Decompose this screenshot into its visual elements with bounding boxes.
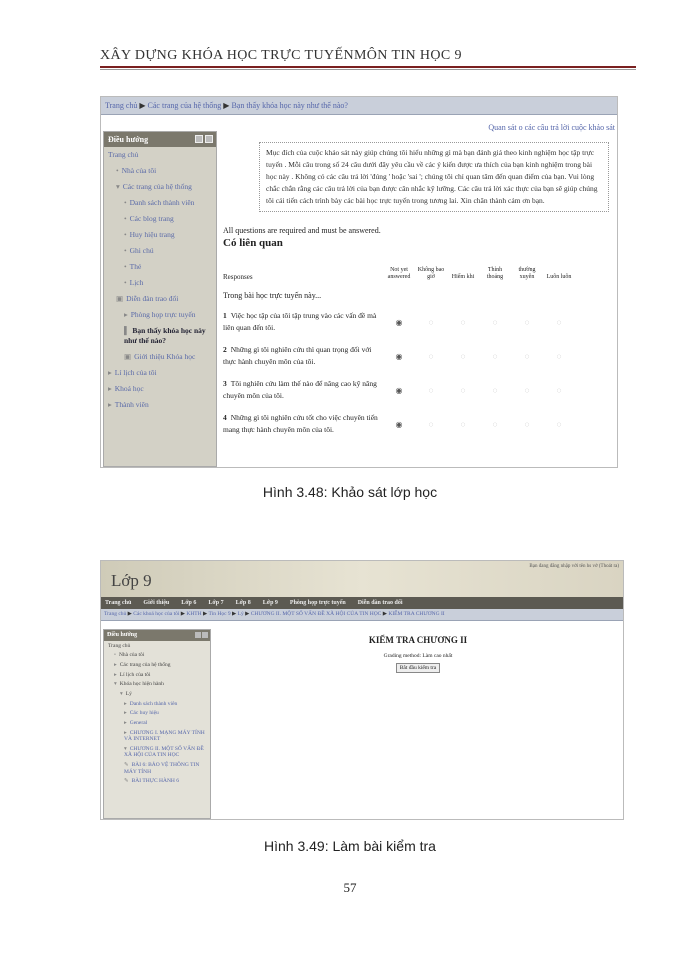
nav-item-label: CHƯƠNG I. MẠNG MÁY TÍNH VÀ INTERNET xyxy=(124,729,205,743)
column-header: Không bao giờ xyxy=(417,267,445,280)
breadcrumb-separator-icon: ▶ xyxy=(230,611,238,617)
nav-item-label: Các blog trang xyxy=(129,214,174,223)
nav-item-label: Khóa học hiện hành xyxy=(119,681,164,688)
survey-intro: Mục đích của cuộc khảo sát này giúp chúng tôi hiểu những gì mà bạn đánh giá theo kinh nghiệm học tập trực tuyến . Mỗi câu trong số 24 câu dưới đây yêu cầu về các ý kiến được ưa thích của bạn kinh nghiệm trong bài học này . Không có các câu trả lời 'đúng ' hoặc 'sai '; chúng tôi chỉ quan tâm đến quan điểm của bạn. Vui lòng chắc chắn rằng các câu trả lời của bạn được cân nhắc kỹ lưỡng. Các câu trả lời xác thực của bạn sẽ giúp chúng tôi cải tiến cách trình bày các bài học trực tuyến trong tương lai. Xin chân thành cảm ơn bạn. xyxy=(259,142,609,212)
navigation-block xyxy=(103,131,217,467)
navigation-list xyxy=(104,147,216,413)
nav-bullet-icon: ▸ xyxy=(108,368,112,377)
question-number: 3 xyxy=(223,379,227,388)
nav-bullet-icon: ▸ xyxy=(114,671,117,678)
nav-bullet-icon: • xyxy=(124,198,127,207)
nav-item-label: Khoá học xyxy=(114,384,144,393)
nav-item[interactable] xyxy=(104,651,210,661)
nav-item[interactable] xyxy=(104,365,216,381)
nav-item-label: BÀI THỰC HÀNH 6 xyxy=(131,778,180,785)
nav-item[interactable] xyxy=(104,243,216,259)
nav-bullet-icon: ▸ xyxy=(124,310,128,319)
nav-bullet-icon: • xyxy=(114,652,116,659)
breadcrumb-separator-icon: ▶ xyxy=(126,611,134,617)
nav-bullet-icon: ▾ xyxy=(120,691,123,698)
question-number: 4 xyxy=(223,413,227,422)
nav-bullet-icon: • xyxy=(124,214,127,223)
nav-bullet-icon: ▣ xyxy=(116,294,124,303)
breadcrumb-separator-icon: ▶ xyxy=(179,611,187,617)
breadcrumb-item[interactable]: CHƯƠNG II. MỘT SỐ VẤN ĐỀ XÃ HỘI CỦA TIN HỌC xyxy=(250,611,382,617)
menu-item[interactable]: Lớp 8 xyxy=(235,600,251,606)
menu-item[interactable]: Lớp 6 xyxy=(181,600,197,606)
nav-item[interactable] xyxy=(104,709,210,719)
nav-item[interactable] xyxy=(104,211,216,227)
survey-screenshot xyxy=(100,96,618,468)
radio-option[interactable]: ◌ xyxy=(492,419,498,429)
nav-item-label: Ghi chú xyxy=(129,246,154,255)
quiz-content xyxy=(213,631,623,673)
radio-option[interactable]: ◌ xyxy=(556,385,562,395)
radio-option[interactable]: ◌ xyxy=(556,317,562,327)
nav-bullet-icon: • xyxy=(124,230,127,239)
nav-item[interactable] xyxy=(104,699,210,709)
column-header: Not yet answered xyxy=(387,267,411,280)
survey-content xyxy=(223,123,617,436)
column-header: Thỉnh thoảng xyxy=(486,267,504,280)
breadcrumb-item[interactable]: Trang chủ xyxy=(104,611,127,617)
nav-bullet-icon: ▾ xyxy=(116,182,120,191)
navigation-block xyxy=(103,629,211,819)
page-number: 57 xyxy=(343,880,357,895)
radio-option[interactable]: ◌ xyxy=(460,317,466,327)
nav-item-label: Trang chủ xyxy=(108,642,131,649)
breadcrumb: Trang chủ ▶ Các trang của hệ thống ▶ Bạn thấy khóa học này như thế nào? xyxy=(101,97,617,115)
nav-item-label: Lý xyxy=(125,691,132,698)
breadcrumb-item[interactable]: KHTH xyxy=(186,611,202,617)
radio-option[interactable]: ◌ xyxy=(492,317,498,327)
figure-caption: Hình 3.48: Khảo sát lớp học xyxy=(262,484,438,500)
navigation-list xyxy=(104,641,210,786)
site-banner xyxy=(101,561,623,597)
question-text xyxy=(223,378,383,402)
nav-bullet-icon: ▸ xyxy=(108,384,112,393)
view-responses-link[interactable]: Quan sát o các câu trả lời cuộc khảo sát xyxy=(488,123,615,132)
nav-item-label: Các trang của hệ thống xyxy=(119,661,171,668)
nav-item[interactable] xyxy=(104,195,216,211)
nav-item-label: Giới thiệu Khóa học xyxy=(134,352,196,361)
breadcrumb-item[interactable]: KIỂM TRA CHƯƠNG II xyxy=(388,611,445,617)
nav-item[interactable] xyxy=(104,307,216,323)
nav-item[interactable] xyxy=(104,259,216,275)
question-text xyxy=(223,310,383,334)
site-title[interactable]: Lớp 9 xyxy=(111,571,152,590)
nav-item[interactable] xyxy=(104,179,216,195)
nav-item[interactable] xyxy=(104,227,216,243)
nav-item[interactable] xyxy=(104,323,216,349)
nav-item-label: Danh sách thành viên xyxy=(129,198,195,207)
nav-item[interactable] xyxy=(104,291,216,307)
nav-item[interactable] xyxy=(104,680,210,690)
nav-item-label: Thành viên xyxy=(114,400,149,409)
nav-item-label: Bạn thấy khóa học này như thế nào? xyxy=(124,326,206,345)
radio-option[interactable]: ◉ xyxy=(395,317,403,327)
responses-label: Responses xyxy=(223,273,253,281)
breadcrumb-separator-icon: ▶ xyxy=(201,611,209,617)
radio-option[interactable]: ◉ xyxy=(395,419,403,429)
radio-option[interactable]: ◌ xyxy=(492,351,498,361)
menu-item[interactable]: Giới thiệu xyxy=(143,600,170,606)
nav-item[interactable] xyxy=(104,761,210,777)
nav-item[interactable] xyxy=(104,777,210,787)
figure-caption: Hình 3.49: Làm bài kiểm tra xyxy=(264,838,436,854)
question-row xyxy=(223,378,617,402)
radio-option[interactable]: ◉ xyxy=(395,351,403,361)
menu-item[interactable]: Lớp 9 xyxy=(262,600,278,606)
nav-item-label: Nhà của tôi xyxy=(118,652,145,659)
question-row xyxy=(223,412,617,436)
quiz-screenshot xyxy=(100,560,624,820)
page-header: XÂY DỰNG KHÓA HỌC TRỰC TUYẾNMÔN TIN HỌC 9 xyxy=(100,48,462,63)
nav-item[interactable] xyxy=(104,728,210,744)
nav-item-label: Thẻ xyxy=(129,262,142,271)
menu-item[interactable]: Diễn đàn trao đổi xyxy=(357,600,403,606)
question-text xyxy=(223,412,383,436)
column-header: thường xuyên xyxy=(518,267,536,280)
radio-option[interactable]: ◌ xyxy=(524,419,530,429)
breadcrumb-item[interactable]: Các khoá học của tôi xyxy=(133,611,180,617)
nav-item[interactable] xyxy=(104,689,210,699)
question-label: Những gì tôi nghiên cứu thì quan trọng đối với thực hành chuyên môn của tôi. xyxy=(223,345,372,366)
radio-option[interactable]: ◉ xyxy=(395,385,403,395)
breadcrumb-separator-icon: ▶ xyxy=(381,611,389,617)
navigation-title: Điều hướng xyxy=(107,632,138,638)
question-label: Những gì tôi nghiên cứu tốt cho việc chuyên tiến mang thực hành chuyên môn của tôi. xyxy=(223,413,378,434)
breadcrumb-separator-icon: ▶ xyxy=(243,611,251,617)
nav-item-label: Danh sách thành viên xyxy=(129,700,178,707)
nav-item-label: BÀI 6: BẢO VỆ THÔNG TIN MÁY TÍNH xyxy=(124,762,200,775)
navigation-title: Điều hướng xyxy=(108,135,149,144)
navigation-header xyxy=(104,630,210,641)
radio-option[interactable]: ◌ xyxy=(492,385,498,395)
nav-bullet-icon: ▸ xyxy=(108,400,112,409)
radio-option[interactable]: ◌ xyxy=(460,419,466,429)
nav-item[interactable] xyxy=(104,744,210,760)
attempt-quiz-button[interactable]: Bắt đầu kiểm tra xyxy=(396,663,441,673)
menu-item[interactable]: Trang chủ xyxy=(105,600,132,606)
radio-option[interactable]: ◌ xyxy=(524,351,530,361)
radio-option[interactable]: ◌ xyxy=(556,419,562,429)
question-intro: Trong bài học trực tuyến này... xyxy=(223,291,322,300)
nav-item-label: Trang chủ xyxy=(108,150,139,159)
nav-bullet-icon: • xyxy=(116,166,119,175)
nav-item-label: Lịch xyxy=(129,278,144,287)
nav-item[interactable] xyxy=(104,163,216,179)
nav-item[interactable] xyxy=(104,349,216,365)
question-number: 1 xyxy=(223,311,227,320)
quiz-title: KIỂM TRA CHƯƠNG II xyxy=(368,635,468,645)
required-note: All questions are required and must be answered. xyxy=(223,226,381,235)
question-label: Việc học tập của tôi tập trung vào các vấn đề mà liên quan đến tôi. xyxy=(223,311,377,332)
question-row xyxy=(223,310,617,334)
nav-item-label: Huy hiệu trang xyxy=(129,230,175,239)
collapse-icon[interactable] xyxy=(202,632,208,638)
section-title: Có liên quan xyxy=(223,237,283,249)
header-rule-thin xyxy=(100,69,636,70)
nav-bullet-icon: ▸ xyxy=(114,661,117,668)
nav-item-label: Các trang của hệ thống xyxy=(122,182,192,191)
nav-bullet-icon: ▸ xyxy=(124,720,127,727)
nav-bullet-icon: ▾ xyxy=(114,681,117,688)
nav-item[interactable] xyxy=(104,397,216,413)
login-info: Bạn đang đăng nhập với tên hs vở (Thoát ra) xyxy=(529,564,619,569)
nav-item[interactable] xyxy=(104,719,210,729)
collapse-icon[interactable] xyxy=(205,135,213,143)
nav-item[interactable] xyxy=(104,381,216,397)
nav-item-label: Diễn đàn trao đổi xyxy=(126,294,179,303)
nav-item[interactable] xyxy=(104,670,210,680)
breadcrumb-survey[interactable]: Bạn thấy khóa học này như thế nào? xyxy=(231,101,348,110)
nav-item[interactable] xyxy=(104,147,216,163)
radio-option[interactable]: ◌ xyxy=(428,385,434,395)
nav-item[interactable] xyxy=(104,660,210,670)
dock-icon[interactable] xyxy=(195,632,201,638)
navigation-header xyxy=(104,132,216,147)
question-list xyxy=(223,310,617,436)
question-row xyxy=(223,344,617,368)
header-rule xyxy=(100,66,636,68)
nav-bullet-icon: • xyxy=(124,246,127,255)
radio-option[interactable]: ◌ xyxy=(428,317,434,327)
nav-bullet-icon: ▸ xyxy=(124,700,127,707)
nav-item-label: Lí lịch của tôi xyxy=(119,671,151,678)
nav-bullet-icon: • xyxy=(124,278,127,287)
menu-item[interactable]: Lớp 7 xyxy=(208,600,224,606)
nav-bullet-icon: ▸ xyxy=(124,729,127,736)
radio-option[interactable]: ◌ xyxy=(460,385,466,395)
menu-item[interactable]: Phòng họp trực tuyến xyxy=(289,600,346,606)
radio-option[interactable]: ◌ xyxy=(428,419,434,429)
radio-option[interactable]: ◌ xyxy=(556,351,562,361)
column-header: Hiếm khi xyxy=(451,274,475,280)
dock-icon[interactable] xyxy=(195,135,203,143)
radio-option[interactable]: ◌ xyxy=(428,351,434,361)
nav-bullet-icon: • xyxy=(124,262,127,271)
nav-item-label: Lí lịch của tôi xyxy=(114,368,157,377)
nav-bullet-icon: ✎ xyxy=(124,762,129,769)
nav-item-label: Nhà của tôi xyxy=(121,166,157,175)
radio-option[interactable]: ◌ xyxy=(460,351,466,361)
grading-method: Grading method: Làm cao nhất xyxy=(383,653,453,659)
main-menu xyxy=(101,597,623,609)
breadcrumb xyxy=(101,609,623,621)
survey-header-row xyxy=(223,259,617,281)
question-text xyxy=(223,344,383,368)
nav-item-label: General xyxy=(129,720,148,727)
radio-option[interactable]: ◌ xyxy=(524,317,530,327)
breadcrumb-home[interactable]: Trang chủ xyxy=(105,101,138,110)
nav-bullet-icon: ▾ xyxy=(124,745,127,752)
nav-item[interactable] xyxy=(104,641,210,651)
nav-item-label: CHƯƠNG II. MỘT SỐ VẤN ĐỀ XÃ HỘI CỦA TIN HỌC xyxy=(124,745,204,759)
nav-item-label: Các huy hiệu xyxy=(129,710,159,717)
nav-bullet-icon: ▸ xyxy=(124,710,127,717)
nav-bullet-icon: ▣ xyxy=(124,352,132,361)
breadcrumb-system-pages[interactable]: Các trang của hệ thống xyxy=(147,101,222,110)
question-number: 2 xyxy=(223,345,227,354)
column-header: Luôn luôn xyxy=(546,274,572,280)
radio-option[interactable]: ◌ xyxy=(524,385,530,395)
nav-item[interactable] xyxy=(104,275,216,291)
nav-bullet-icon: ▌ xyxy=(124,326,130,335)
nav-bullet-icon: ✎ xyxy=(124,778,129,785)
question-label: Tôi nghiên cứu làm thế nào để nâng cao kỹ năng chuyên môn của tôi. xyxy=(223,379,377,400)
breadcrumb-item[interactable]: Tin Học 9 xyxy=(208,611,231,617)
nav-item-label: Phòng họp trực tuyến xyxy=(130,310,196,319)
breadcrumb-item[interactable]: Lý xyxy=(237,611,244,617)
